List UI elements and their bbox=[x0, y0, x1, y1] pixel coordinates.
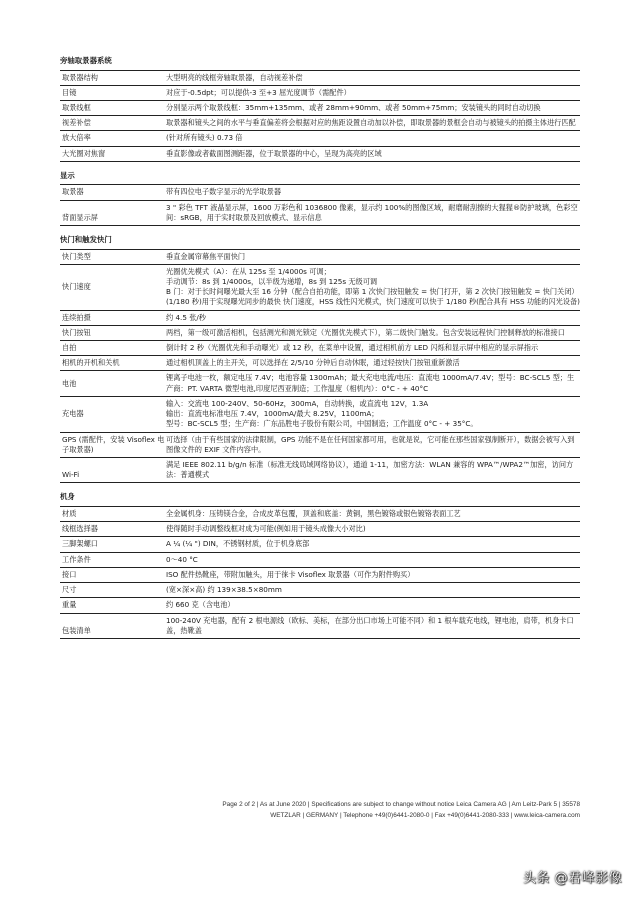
spec-value bbox=[166, 583, 580, 597]
spec-value-line: 取景器和镜头之间的水平与垂直偏差将会根据对应的焦距设置自动加以补偿，即取景器的景框会自动与被镜头的拍摄主体进行匹配 bbox=[166, 118, 576, 128]
spec-value-line: 全金属机身：压铸镁合金，合成皮革包覆，顶盖和底盖：黄铜，黑色镀铬或银色镀铬表面工艺 bbox=[166, 508, 461, 518]
spec-label bbox=[60, 598, 166, 612]
spec-label-text: 工作条件 bbox=[62, 554, 91, 564]
spec-value-line: 锂离子电池一枚，额定电压 7.4V；电池容量 1300mAh；最大充电电流/电压：直流电 1000mA/7.4V；型号：BC-SCL5 型；生产商：PT. VARTA 微型电池,印度尼西亚制造；工作温度（相机内）：0°C - + 40°C bbox=[166, 373, 575, 393]
spec-label-text: 接口 bbox=[62, 569, 77, 579]
spec-label bbox=[60, 250, 166, 264]
spec-label-text: 自拍 bbox=[62, 343, 77, 353]
spec-row bbox=[60, 201, 580, 226]
spec-label-text: 尺寸 bbox=[62, 585, 77, 595]
spec-row bbox=[60, 522, 580, 537]
spec-row bbox=[60, 598, 580, 613]
spec-value-line: 0～40 °C bbox=[166, 554, 198, 564]
spec-value bbox=[166, 116, 580, 130]
footer-line-2: WETZLAR | GERMANY | Telephone +49(0)6441-2080-0 | Fax +49(0)6441-2080-333 | www.leica-camera.com bbox=[270, 812, 580, 820]
spec-value bbox=[166, 131, 580, 145]
spec-label bbox=[60, 185, 166, 199]
spec-label bbox=[60, 507, 166, 521]
spec-row bbox=[60, 185, 580, 200]
section-gap bbox=[60, 483, 580, 491]
spec-label bbox=[60, 458, 166, 482]
watermark-text: 头条 @君峰影像 bbox=[522, 871, 622, 886]
spec-row bbox=[60, 250, 580, 265]
spec-label-text: 背面显示屏 bbox=[62, 212, 98, 222]
spec-value-line: 带有四位电子数字显示的光学取景器 bbox=[166, 187, 282, 197]
spec-label bbox=[60, 265, 166, 310]
spec-value bbox=[166, 341, 580, 355]
spec-value-line: 型号：BC-SCL5 型；生产商：广东品胜电子股份有限公司，中国制造；工作温度 0°C - + 35°C。 bbox=[166, 419, 478, 429]
spec-row bbox=[60, 371, 580, 396]
spec-value bbox=[166, 522, 580, 536]
spec-row bbox=[60, 326, 580, 341]
spec-row bbox=[60, 433, 580, 458]
spec-value bbox=[166, 598, 580, 612]
section-title: 旁轴取景器系统 bbox=[60, 55, 580, 71]
spec-label bbox=[60, 326, 166, 340]
spec-value-line: B 门：对于长时间曝光最大至 16 分钟（配合自拍功能，即第 1 次快门按钮触发 = 快门打开，第 2 次快门按钮触发 = 快门关闭） bbox=[166, 287, 579, 297]
spec-value-line: (针对所有镜头) 0.73 倍 bbox=[166, 133, 243, 143]
spec-label-text: 视差补偿 bbox=[62, 118, 91, 128]
spec-label-text: 取景器结构 bbox=[62, 72, 98, 82]
spec-label-text: 放大倍率 bbox=[62, 133, 91, 143]
spec-label-text: 重量 bbox=[62, 600, 77, 610]
spec-value-line: (1/180 秒)用于实现曝光同步的最快 快门速度，HSS 线性闪光模式，快门速度可以快于 1/180 秒(配合具有 HSS 功能的闪光设备) bbox=[166, 297, 580, 307]
spec-value-line: 满足 IEEE 802.11 b/g/n 标准（标准无线局域网络协议），通道 1-11，加密方法：WLAN 兼容的 WPA™/WPA2™加密，访问方法：普通模式 bbox=[166, 460, 574, 480]
spec-value bbox=[166, 537, 580, 551]
spec-row bbox=[60, 356, 580, 371]
spec-value-line: ISO 配件热靴座，带附加触头，用于徕卡 Visoflex 取景器（可作为附件购买） bbox=[166, 569, 415, 579]
spec-row bbox=[60, 507, 580, 522]
spec-label-text: 材质 bbox=[62, 508, 77, 518]
spec-value-line: 两档，第一级可激活相机，包括测光和测光锁定（光圈优先模式下），第二级快门触发。包含安装远程快门控制释放的标准接口 bbox=[166, 327, 565, 337]
spec-label-text: 线框选择器 bbox=[62, 524, 98, 534]
spec-label-text: Wi-Fi bbox=[62, 470, 80, 480]
spec-label bbox=[60, 568, 166, 582]
spec-label-text: 大光圈对焦窗 bbox=[62, 148, 106, 158]
spec-value bbox=[166, 265, 580, 310]
spec-value-line: 垂直影像或者截面图测距器，位于取景器的中心，呈现为高亮的区域 bbox=[166, 148, 382, 158]
spec-label bbox=[60, 433, 166, 457]
spec-label-text: 相机的开机和关机 bbox=[62, 358, 120, 368]
section-gap bbox=[60, 162, 580, 170]
section-title: 快门和触发快门 bbox=[60, 234, 580, 250]
spec-row bbox=[60, 311, 580, 326]
spec-label-text: 取景器 bbox=[62, 187, 84, 197]
spec-value-line: 通过相机顶盖上的主开关，可以选择在 2/5/10 分钟后自动休眠，通过轻按快门按钮重新激活 bbox=[166, 358, 460, 368]
spec-value-line: 输入：交流电 100-240V、50-60Hz，300mA，自动转换，或直流电 12V，1.3A bbox=[166, 398, 429, 408]
spec-label bbox=[60, 101, 166, 115]
spec-row bbox=[60, 458, 580, 483]
spec-value-line: 手动调节：8s 到 1/4000s，以半级为递增，8s 到 125s 无级可调 bbox=[166, 276, 378, 286]
footer-line-1: Page 2 of 2 | As at June 2020 | Specifications are subject to change without notice Leica Camera AG | Am Leitz-Park 5 | 35578 bbox=[222, 801, 580, 808]
spec-value bbox=[166, 201, 580, 225]
spec-value-line: 可选择（由于有些国家的法律限制，GPS 功能不是在任何国家都可用，也就是说，它可能在那些国家强制断开），数据会被写入到图像文件的 EXIF 文件内容中。 bbox=[166, 434, 575, 454]
spec-value-line: 3 " 彩色 TFT 液晶显示屏，1600 万彩色和 1036800 像素，显示约 100%的图像区域，耐磨耐刮擦的大猩猩®防护玻璃，色彩空间：sRGB，用于实时取景及回放模式、显示信息 bbox=[166, 202, 578, 222]
spec-value-line: 大型明亮的线框旁轴取景器，自动视差补偿 bbox=[166, 72, 303, 82]
spec-label-text: 快门按钮 bbox=[62, 327, 91, 337]
spec-row bbox=[60, 553, 580, 568]
spec-value bbox=[166, 356, 580, 370]
spec-label-text: 快门速度 bbox=[62, 282, 91, 292]
spec-value bbox=[166, 553, 580, 567]
spec-value bbox=[166, 311, 580, 325]
spec-value bbox=[166, 614, 580, 638]
spec-label bbox=[60, 537, 166, 551]
spec-value bbox=[166, 371, 580, 395]
spec-value-line: 倒计时 2 秒（光圈优先和手动曝光）或 12 秒，在菜单中设置，通过相机前方 LED 闪烁和显示屏中相应的显示屏指示 bbox=[166, 343, 539, 353]
spec-label bbox=[60, 614, 166, 638]
spec-value bbox=[166, 326, 580, 340]
spec-sheet bbox=[60, 55, 580, 639]
spec-label bbox=[60, 341, 166, 355]
spec-label-text: 包装清单 bbox=[62, 625, 91, 635]
section-title: 机身 bbox=[60, 491, 580, 507]
spec-row bbox=[60, 537, 580, 552]
spec-row bbox=[60, 147, 580, 162]
spec-label bbox=[60, 86, 166, 100]
spec-row bbox=[60, 131, 580, 146]
spec-label bbox=[60, 553, 166, 567]
spec-value bbox=[166, 71, 580, 85]
spec-value bbox=[166, 147, 580, 161]
spec-label-text: 连续拍摄 bbox=[62, 312, 91, 322]
spec-label-text: GPS (需配件，安装 Visoflex 电子取景器) bbox=[62, 434, 165, 454]
spec-value bbox=[166, 250, 580, 264]
spec-value bbox=[166, 568, 580, 582]
spec-value bbox=[166, 507, 580, 521]
spec-label-text: 快门类型 bbox=[62, 251, 91, 261]
spec-row bbox=[60, 71, 580, 86]
spec-row bbox=[60, 341, 580, 356]
spec-row bbox=[60, 614, 580, 639]
spec-value-line: 100-240V 充电器，配有 2 根电源线（欧标、美标，在部分出口市场上可能不同）和 1 根车载充电线，锂电池，肩带，机身卡口盖，热靴盖 bbox=[166, 615, 574, 635]
section-gap bbox=[60, 226, 580, 234]
spec-label bbox=[60, 311, 166, 325]
spec-value bbox=[166, 86, 580, 100]
spec-label-text: 三脚架螺口 bbox=[62, 539, 98, 549]
section-title: 显示 bbox=[60, 170, 580, 186]
spec-row bbox=[60, 568, 580, 583]
spec-label bbox=[60, 397, 166, 432]
spec-value-line: 光圈优先模式（A）：在从 125s 至 1/4000s 可调； bbox=[166, 266, 331, 276]
spec-value bbox=[166, 397, 580, 432]
spec-row bbox=[60, 397, 580, 433]
spec-value bbox=[166, 433, 580, 457]
spec-value-line: 使得随时手动调整线框对成为可能(例如用于镜头成像大小对比) bbox=[166, 524, 366, 534]
spec-value-line: A ¼ (¼ ") DIN，不锈钢材质，位于机身底部 bbox=[166, 539, 310, 549]
spec-row bbox=[60, 86, 580, 101]
spec-label bbox=[60, 583, 166, 597]
spec-label bbox=[60, 147, 166, 161]
spec-row bbox=[60, 101, 580, 116]
spec-value-line: 约 4.5 张/秒 bbox=[166, 312, 206, 322]
spec-label-text: 电池 bbox=[62, 378, 77, 388]
spec-label-text: 取景线框 bbox=[62, 102, 91, 112]
spec-label bbox=[60, 356, 166, 370]
spec-row bbox=[60, 265, 580, 311]
spec-label bbox=[60, 131, 166, 145]
spec-value-line: 对应于-0.5dpt；可以提供-3 至+3 屈光度调节（需配件） bbox=[166, 87, 351, 97]
spec-label bbox=[60, 371, 166, 395]
spec-label-text: 目镜 bbox=[62, 87, 77, 97]
spec-value-line: 输出：直流电标准电压 7.4V，1000mA/最大 8.25V，1100mA； bbox=[166, 409, 379, 419]
spec-value bbox=[166, 458, 580, 482]
spec-value bbox=[166, 185, 580, 199]
spec-value-line: 约 660 克（含电池） bbox=[166, 600, 235, 610]
spec-value-line: (宽×深×高) 约 139×38.5×80mm bbox=[166, 585, 282, 595]
spec-value-line: 分别显示两个取景线框：35mm+135mm、或者 28mm+90mm、或者 50mm+75mm；安装镜头的同时自动切换 bbox=[166, 102, 541, 112]
spec-label bbox=[60, 71, 166, 85]
page-footer bbox=[60, 799, 580, 821]
spec-value bbox=[166, 101, 580, 115]
spec-label bbox=[60, 201, 166, 225]
spec-label bbox=[60, 116, 166, 130]
spec-row bbox=[60, 116, 580, 131]
spec-row bbox=[60, 583, 580, 598]
spec-label-text: 充电器 bbox=[62, 409, 84, 419]
spec-value-line: 垂直金属帘幕焦平面快门 bbox=[166, 251, 246, 261]
spec-label bbox=[60, 522, 166, 536]
